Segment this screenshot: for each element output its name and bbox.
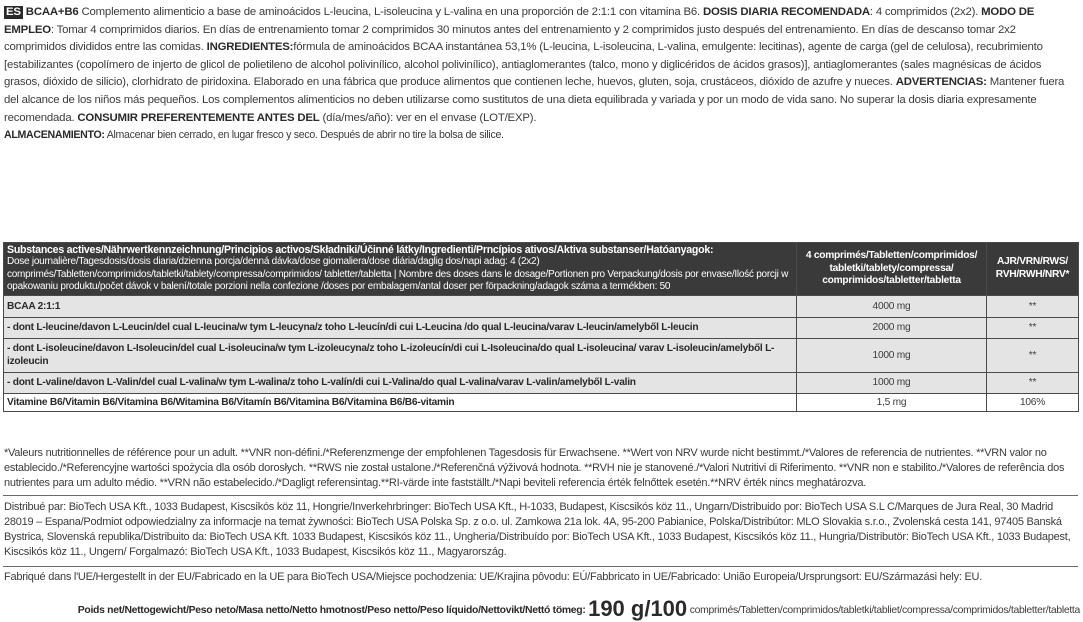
- row-amount: 1000 mg: [797, 338, 987, 372]
- ingredientes-text: fórmula de aminoácidos BCAA instantánea 53,1% (L-leucina, L-isoleucina, L-valina, emulgente: lecitinas), agente de carga (gel de celulosa), recubrimiento [estabilizantes (copolímero de injerto de glicol de polietileno de alcohol polivinílico, alcohol polivinílico), antiaglomerantes (talco, mono y diglicéridos de ácidos grasos)], antiaglomerantes (sales magnésicas de ácidos grasos, dióxido de silicio), clorhidrato de piridoxina. Elaborado en una fábrica que produce alimentos que contienen leche, huevos, gluten, soja, crustáceos, dióxido de azufre y nueces.: [4, 41, 1043, 89]
- advertencias-label: ADVERTENCIAS:: [895, 76, 987, 89]
- net-weight-line: [0, 596, 1080, 622]
- table-row: [4, 295, 1079, 317]
- row-label: Vitamine B6/Vitamin B6/Vitamina B6/Witamina B6/Vitamín B6/Vitamina B6/Vitamina B6/B6-vitamin: [4, 393, 797, 411]
- consumir-text: (día/mes/año): ver en el envase (LOT/EXP).: [319, 111, 537, 124]
- net-weight-unit: comprimés/Tabletten/comprimidos/tabletki/tabliet/compressa/comprimidos/tabletter/tabletta: [687, 605, 1080, 616]
- row-nrv: **: [987, 317, 1079, 338]
- row-nrv: 106%: [987, 393, 1079, 411]
- dosis-text: : 4 comprimidos (2x2).: [869, 6, 982, 18]
- row-amount: 1,5 mg: [797, 393, 987, 411]
- dosis-label: DOSIS DIARIA RECOMENDADA: [702, 6, 870, 18]
- row-amount: 1000 mg: [797, 372, 987, 393]
- net-weight-label: Poids net/Nettogewicht/Peso neto/Masa netto/Netto hmotnost/Peso netto/Peso líquido/Nettovikt/Nettó tömeg:: [77, 605, 589, 616]
- nutrition-table: [3, 242, 1079, 412]
- row-amount: 4000 mg: [797, 295, 987, 317]
- header-main-text: Substances actives/Nährwertkennzeichnung/Principios activos/Składniki/Účinné látky/Ingredienti/Prncípios ativos/Aktiva substanser/Hatóanyagok:: [7, 244, 714, 256]
- row-label: - dont L-leucine/davon L-Leucin/del cual L-leucina/w tym L-leucyna/z toho L-leucín/di cui L-Leucina /do qual L-leucina/varav L-leucin/amelyből L-leucin: [4, 317, 797, 338]
- distributor-text: Distribué par: BioTech USA Kft., 1033 Budapest, Kiscsikós köz 11, Hongrie/Inverkehrbringer: BioTech USA Kft., H-1033, Budapest, Kiscsikós köz 11., Ungarn/Distribuido por: BioTech USA S.L C/Marques de Jura Real, 30 Madrid 28019 – Espana/Podmiot odpowiedzialny za informacje na temat żywności: BioTech USA Polska Sp. z o.o. ul. Zamkowa 21a lok. 4A, 95-200 Pabianice, Polska/Distribútor: MLO Slovakia s.r.o., Zvolenská cesta 141, 97405 Banská Bystrica, Slovenská republika/Distribuito da: BioTech USA Kft. 1033 Budapest, Kiscsikós köz 11., Ungheria/Distribuído por: BioTech USA Kft., 1033 Budapest, Kiscsikós köz 11., Hungria/Distributör: BioTech USA Kft., 1033 Budapest, Kiscsikós köz 11., Ungern/ Forgalmazó: BioTech USA Kft., 1033 Budapest, Kiscsikós köz 11., Magyarország.: [4, 501, 1071, 558]
- almacenamiento-line: [4, 129, 504, 141]
- ingredientes-label: INGREDIENTES:: [206, 41, 294, 54]
- modo-text: : Tomar 4 comprimidos diarios. En días de entrenamiento tomar 2 comprimidos 30 minutos antes del entrenamiento y 2 comprimidos justo después del entrenamiento. En días de descanso tomar 2x2 comprimidos divididos entre las comidas.: [4, 23, 1016, 54]
- row-nrv: **: [987, 295, 1079, 317]
- almacenamiento-text: Almacenar bien cerrado, en lugar fresco y seco. Después de abrir no tire la bolsa de silice.: [104, 129, 504, 142]
- divider: [3, 495, 1078, 496]
- table-row: [4, 372, 1079, 393]
- intro-text: Complemento alimenticio a base de aminoácidos L-leucina, L-isoleucina y L-valina en una proporción de 2:1:1 con vitamina B6.: [78, 6, 703, 18]
- header-sub-text: Dose journalière/Tagesdosis/dosis diaria/dzienna porcja/denná dávka/dose giomaliera/dose diária/daglig dos/napi adag: 4 (2x2) comprimés/Tabletten/comprimidos/tabletki/tablety/compressa/comprimidos/ tabletter/tabletta | Nombre des doses dans le dosage/Portionen pro Verpackung/dosis por envase/Ilość porcji w opakowaniu produktu/počet dávok v balení/totale porzioni nella confezione /doses por embalagem/antal doser per förpackning/adagok száma a termékben: 50: [7, 256, 789, 292]
- origin-text: Fabriqué dans l'UE/Hergestellt in der EU/Fabricado en la UE para BioTech USA/Miejsce pochodzenia: UE/Krajina pôvodu: EÚ/Fabbricato in UE/Fabricado: União Europeia/Ursprungsort: EU/Származási hely: EU.: [4, 571, 983, 583]
- modo-label: MODO DE EMPLEO: [4, 6, 1035, 36]
- row-label: BCAA 2:1:1: [4, 295, 797, 317]
- row-label: - dont L-isoleucine/davon L-Isoleucin/del cual L-isoleucina/w tym L-izoleucyna/z toho L-izoleucín/di cui L-Isoleucina/do qual L-isoleucina/ varav L-isoleucin/amelyből L-izoleucin: [4, 338, 797, 372]
- divider: [3, 566, 1078, 567]
- row-label: - dont L-valine/davon L-Valin/del cual L-valina/w tym L-walina/z toho L-valín/di cui L-Valina/do qual L-valina/varav L-valin/amelyből L-valin: [4, 372, 797, 393]
- header-substances: [4, 243, 797, 296]
- row-nrv: **: [987, 338, 1079, 372]
- table-row: [4, 317, 1079, 338]
- language-badge: ES: [6, 6, 21, 18]
- product-name: BCAA+B6: [25, 6, 79, 18]
- almacenamiento-label: ALMACENAMIENTO:: [4, 129, 105, 142]
- header-dose: 4 comprimés/Tabletten/comprimidos/ tabletki/tablety/compressa/ comprimidos/tabletter/tabletta: [797, 243, 987, 296]
- consumir-label: CONSUMIR PREFERENTEMENTE ANTES DEL: [77, 111, 320, 124]
- nrv-footnote: *Valeurs nutritionnelles de référence pour un adult. **VNR non-défini./*Referenzmenge der empfohlenen Tagesdosis für Erwachsene. **Wert von NRV wurde nicht bestimmt./*Valores de referencia de nutrientes. **VRN valor no establecido./*Referencyjne wartości spożycia dla osób dorosłych. **RWS nie został ustalone./*Referenčná výživová hodnota. **RVH nie je stanovené./*Valori Nutritivi di Riferimento. **VNR non e stabilito./*Valores de referência dos nutrientes para um adulto médio. **VRN não estabelecido./*Dagligt referensintag.**RI-värde inte fastställt./*Napi beviteli referencia érték felnőttek esetén.**NRV érték nincs meghatározva.: [4, 447, 1065, 489]
- row-amount: 2000 mg: [797, 317, 987, 338]
- net-weight-value: 190 g/100: [588, 596, 688, 621]
- advertencias-text: Mantener fuera del alcance de los niños más pequeños. Los complementos alimenticios no deben utilizarse como sustitutos de una dieta equilibrada y variada y por un modo de vida sano. No superar la dosis diaria expresamente recomendada.: [4, 76, 1065, 124]
- spanish-description: [4, 4, 1074, 145]
- table-row: [4, 393, 1079, 411]
- table-row: [4, 338, 1079, 372]
- header-nrv: AJR/VRN/RWS/ RVH/RWH/NRV*: [987, 243, 1079, 296]
- row-nrv: **: [987, 372, 1079, 393]
- table-header-row: [4, 243, 1079, 296]
